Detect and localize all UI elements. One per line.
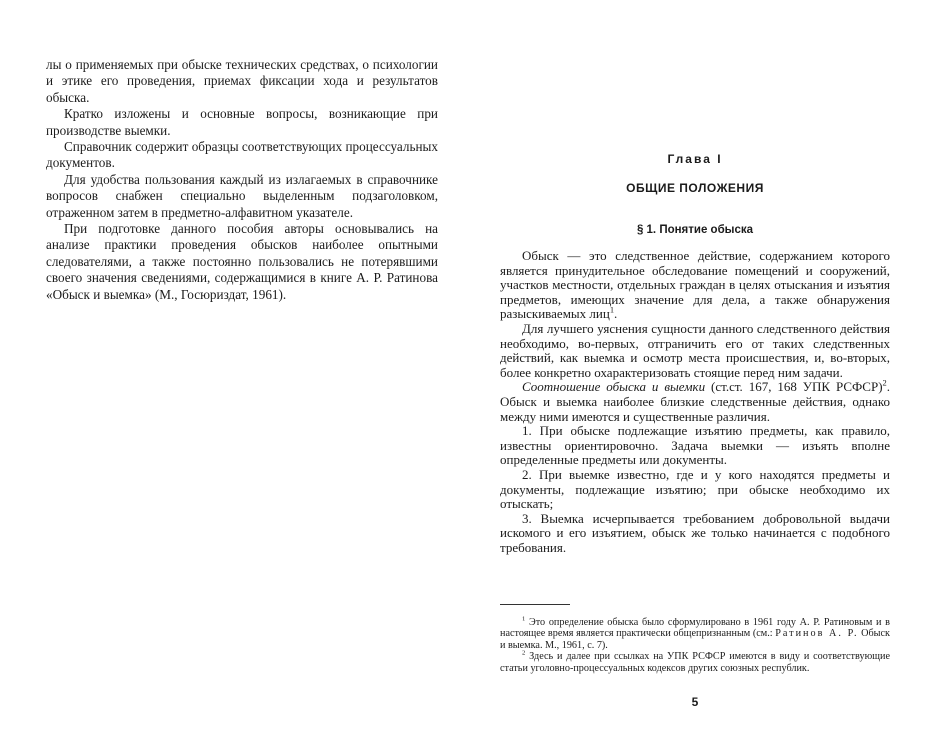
difference-item-3: 3. Выемка исчерпывается требованием добровольной выдачи искомого и его изъятием, обыск же только начинается с подобного требования.	[500, 510, 890, 555]
difference-item-1: 1. При обыске подлежащие изъятию предметы, как правило, известны ориентировочно. Задача выемки — изъять вполне определенные предметы или документы.	[500, 423, 890, 468]
footnote-1	[500, 617, 890, 651]
left-paragraph-2: Кратко изложены и основные вопросы, возникающие при производстве выемки.	[46, 106, 438, 138]
footnotes	[500, 617, 890, 674]
footnote-1-text-end: Обыск и выемка. М., 1961, с. 7).	[500, 628, 890, 651]
purpose-paragraph: Для лучшего уяснения сущности данного следственного действия необходимо, во-первых, отграничить его от таких следственных действий, как выемка и осмотр места происшествия, и, во-вторых, более конкретно охарактеризовать стоящие перед ним задачи.	[500, 320, 890, 380]
chapter-title: ОБЩИЕ ПОЛОЖЕНИЯ	[626, 181, 764, 195]
comparison-subheading: Соотношение обыска и выемки	[522, 379, 706, 395]
footnote-1-mark: 1	[522, 615, 526, 623]
comparison-citation: (ст.ст. 167, 168 УПК РСФСР)	[705, 379, 883, 395]
footnote-divider	[500, 604, 570, 605]
comparison-text: . Обыск и выемка наиболее близкие следственные действия, однако между ними имеются и существенные различия.	[500, 379, 890, 424]
footnote-ref-2: 2	[882, 378, 887, 389]
footnote-1-author: Ратинов А. Р.	[775, 628, 859, 640]
right-page-text	[500, 249, 890, 555]
left-paragraph-1: лы о применяемых при обыске технических средствах, о психологии и этике его проведения, приемах фиксации хода и результатов обыска.	[46, 57, 438, 105]
left-paragraph-4: Для удобства пользования каждый из излагаемых в справочнике вопросов снабжен специально выделенным подзаголовком, отраженном затем в предметно-алфавитном указателе.	[46, 171, 438, 220]
footnote-2-text: Здесь и далее при ссылках на УПК РСФСР имеются в виду и соответствующие статьи уголовно-процессуальных кодексов других союзных республик.	[500, 651, 890, 674]
footnote-1-text-start: Это определение обыска было сформулировано в 1961 году А. Р. Ратиновым и в настоящее время является практически общепризнанным (см.:	[500, 617, 890, 640]
footnote-2-mark: 2	[522, 649, 526, 657]
left-page-text	[46, 57, 438, 303]
chapter-label: Глава I	[667, 152, 723, 166]
definition-paragraph	[500, 249, 890, 322]
comparison-paragraph	[500, 380, 890, 424]
section-title: § 1. Понятие обыска	[636, 224, 754, 236]
left-paragraph-5: При подготовке данного пособия авторы основывались на анализе практики проведения обысков наиболее опытными следователями, а также постоянно пользовались не потерявшими своего значения сведениями, содержащимися в книге А. Р. Ратинова «Обыск и выемка» (М., Госюриздат, 1961).	[46, 221, 438, 302]
difference-item-2: 2. При выемке известно, где и у кого находятся предметы и документы, подлежащие изъятию; при обыске необходимо их отыскать;	[500, 466, 890, 512]
page-number: 5	[691, 695, 699, 709]
footnote-ref-1: 1	[609, 305, 615, 316]
definition-text: Обыск — это следственное действие, содержанием которого является принудительное обследование помещений и сооружений, участков местности, отдельных граждан в целях отыскания и изъятия предметов, имеющих значение для дела, а также обнаружения разыскиваемых лиц	[500, 248, 890, 322]
footnote-2	[500, 651, 890, 674]
left-paragraph-3: Справочник содержит образцы соответствующих процессуальных документов.	[46, 139, 438, 171]
definition-end: .	[614, 306, 618, 322]
